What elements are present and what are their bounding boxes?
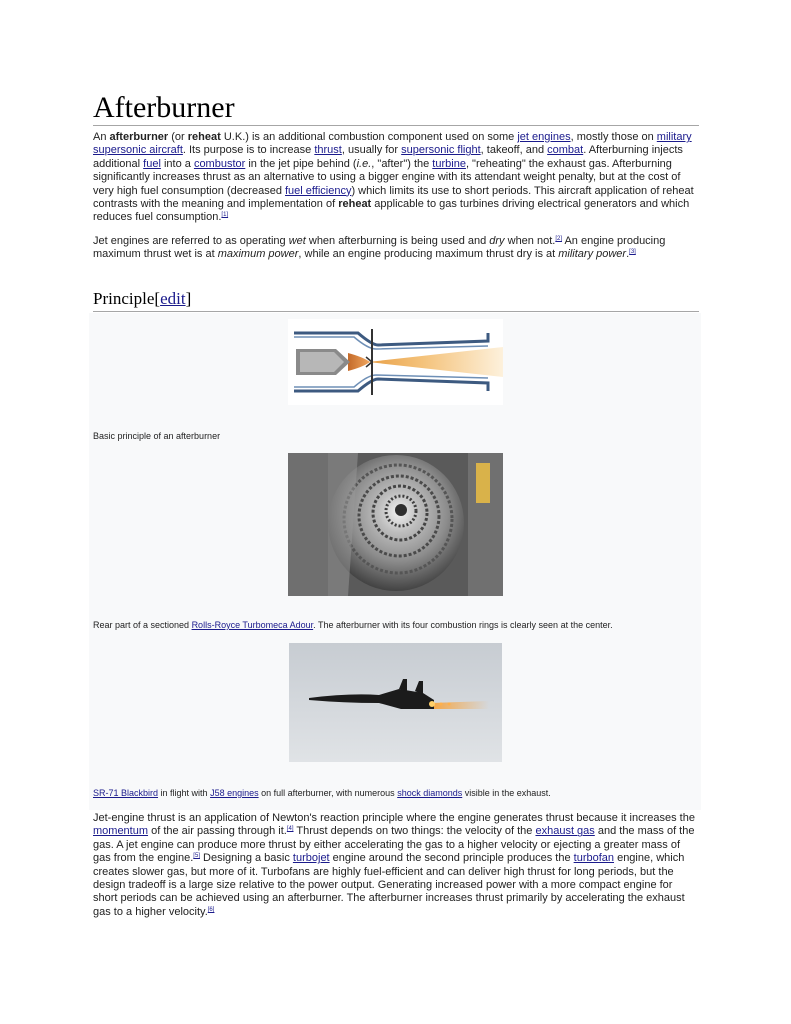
wiki-link[interactable]: turbofan [573,852,615,865]
wiki-link[interactable]: exhaust gas [535,825,595,838]
bold-text: reheat [187,131,221,143]
italic-text: military power [558,248,627,261]
wiki-link[interactable]: shock diamonds [397,788,463,798]
italic-text: maximum power [217,248,299,261]
bold-text: reheat [338,198,372,211]
text-run: Jet engines are referred to as operating [93,235,289,247]
text-run: U.K.) is an additional combustion component used on some [220,131,518,143]
citation [629,249,636,255]
text-run: ) which limits its use to short periods. This aircraft application of reheat contrasts with the meaning and implementation of [93,184,694,211]
citation-link[interactable]: [3] [629,249,636,256]
title-divider [93,125,699,126]
section-heading-principle [93,288,191,310]
figure-caption-1 [93,431,220,442]
wiki-link[interactable]: turbojet [292,852,330,865]
wiki-link[interactable]: Rolls-Royce Turbomeca Adour [191,620,314,630]
wiki-link[interactable]: jet engines [517,131,571,143]
wiki-link[interactable]: combat [547,144,584,157]
edit-bracket-close: ] [185,289,192,308]
citation-link[interactable]: [4] [286,826,294,833]
text-run: . [626,248,630,261]
wiki-link[interactable]: supersonic aircraft [93,144,183,157]
text-run: Designing a basic [199,852,293,865]
text-run: , usually for [341,144,402,157]
text-run: Rear part of a sectioned [93,620,192,630]
text-run: visible in the exhaust. [462,788,551,798]
text-run: . Its purpose is to increase [182,144,315,157]
wiki-link[interactable]: fuel efficiency [285,184,352,197]
body-paragraph-1 [93,812,699,919]
wiki-link[interactable]: military [656,131,692,143]
section-divider [93,311,699,312]
text-run: An [93,131,110,143]
intro-paragraph-1 [93,131,699,225]
italic-text: dry [489,235,505,247]
text-run: and the mass of the gas. A jet engine can produce more thrust by either accelerating the gas to a higher velocity or ejecting a greater mass of gas from the engine. [93,825,695,865]
wiki-link[interactable]: combustor [193,157,246,170]
text-run: , while an engine producing maximum thrust dry is at [298,248,559,261]
text-run: , takeoff, and [480,144,548,157]
figure-caption-2 [93,620,613,631]
text-run: . The afterburner with its four combustion rings is clearly seen at the center. [313,620,613,630]
citation-link[interactable]: [5] [193,853,200,860]
wiki-link[interactable]: thrust [314,144,342,157]
text-run: in the jet pipe behind ( [245,157,357,170]
italic-text: wet [288,235,306,247]
figure-caption-3 [93,788,551,799]
wiki-link[interactable]: SR-71 Blackbird [93,788,159,798]
text-run: An engine producing maximum thrust wet is at [93,235,666,261]
text-run: , mostly those on [570,131,657,143]
citation [221,212,228,218]
wiki-link[interactable]: supersonic flight [401,144,481,157]
wiki-link[interactable]: momentum [93,825,149,838]
citation [193,853,200,859]
citation-link[interactable]: [2] [555,236,562,242]
text-run: , "after") the [371,157,433,170]
sr71-photo-image[interactable] [289,643,502,762]
text-run: Thrust depends on two things: the velocity of the [293,825,536,838]
text-run: engine around the second principle produces the [329,852,574,865]
italic-text: i.e. [356,157,372,170]
page-title: Afterburner [93,91,235,124]
intro-paragraph-2 [93,235,699,262]
bold-text: afterburner [109,131,169,143]
text-run: into a [160,157,194,170]
citation-link[interactable]: [6] [207,906,215,913]
citation-link[interactable]: [1] [221,212,229,219]
citation [287,826,294,832]
text-run: in flight with [158,788,211,798]
text-run: (or [168,131,188,143]
text-run: Basic principle of an afterburner [93,431,221,441]
wiki-link[interactable]: fuel [143,157,161,170]
edit-bracket-open: [ [154,289,161,308]
text-run: of the air passing through it. [148,825,287,838]
text-run: , "reheating" the exhaust gas. Afterburning significantly increases thrust as an alternative to using a bigger engine with its attendant weight penalty, but at the cost of very high fuel consumption (decreased [93,157,681,197]
afterburner-diagram-image[interactable] [288,319,503,405]
edit-section-link[interactable]: edit [160,289,186,308]
citation [208,907,215,913]
text-run: on full afterburner, with numerous [258,788,398,798]
citation [555,236,562,242]
text-run: when not. [504,235,556,247]
wiki-link[interactable]: turbine [432,157,466,170]
text-run: applicable to gas turbines driving electrical generators and which reduces fuel consumption. [93,198,690,224]
section-heading-text: Principle [93,289,155,308]
text-run: when afterburning is being used and [305,235,490,247]
text-run: . Afterburning injects additional [93,144,683,170]
text-run: engine, which creates slower gas, but more of it. Turbofans are highly fuel-efficient and can deliver high thrust for long periods, but the design tradeoff is a large size relative to the power output. Generating increased power with a more compact engine for short periods can be achieved using an afterburner. The afterburner increases thrust primarily by accelerating the exhaust gas to a higher velocity. [93,852,685,918]
text-run: Jet-engine thrust is an application of Newton's reaction principle where the engine generates thrust because it increases the [93,812,695,824]
turbomeca-adour-image[interactable] [288,453,503,596]
wiki-link[interactable]: J58 engines [210,788,259,798]
